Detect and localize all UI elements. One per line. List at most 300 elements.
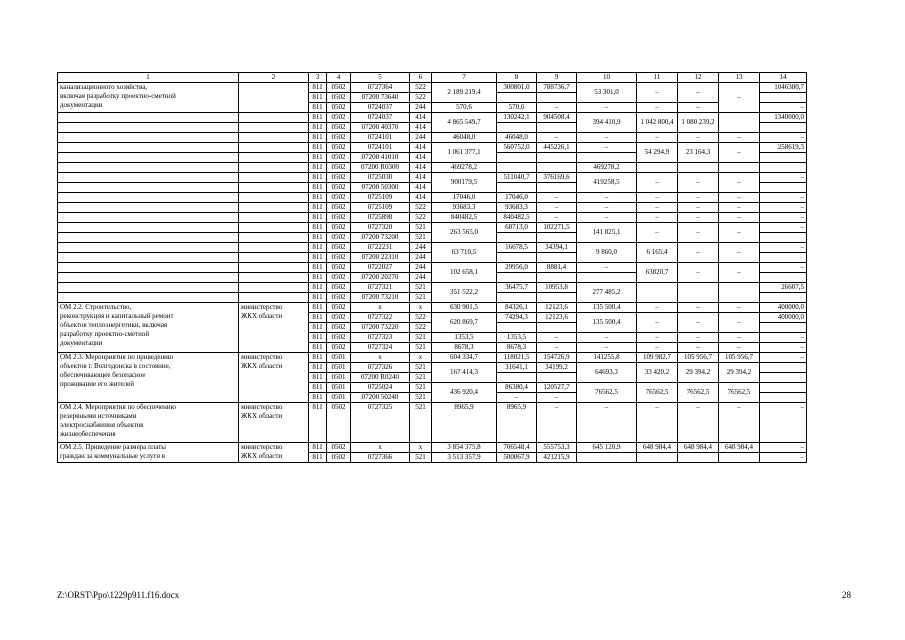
year-2017-cell: –	[637, 333, 678, 343]
table-header-row	[58, 73, 807, 83]
vr-cell: 521	[410, 343, 432, 353]
year-2015-cell: –	[537, 193, 577, 203]
year-2015-cell: 421215,9	[537, 453, 577, 463]
csr-cell: 07200 73220	[351, 323, 410, 333]
program-name-cell	[58, 213, 239, 223]
year-2020-cell: –	[760, 443, 807, 453]
program-name-cell	[58, 253, 239, 263]
grbs-cell: 811	[309, 363, 327, 373]
responsible-cell	[239, 213, 309, 223]
grbs-cell: 811	[309, 353, 327, 363]
table-row	[58, 303, 807, 313]
year-2014-cell: 46048,0	[497, 133, 537, 143]
responsible-cell	[239, 223, 309, 233]
rzpr-cell: 0502	[327, 443, 351, 453]
rzpr-cell: 0502	[327, 243, 351, 253]
year-2018-cell: 105 956,7	[678, 353, 719, 363]
year-2020-cell	[760, 393, 807, 403]
rzpr-cell: 0502	[327, 123, 351, 133]
csr-cell: 0724037	[351, 103, 410, 113]
year-2015-cell: 445226,1	[537, 143, 577, 153]
year-2020-cell: –	[760, 193, 807, 203]
year-2017-cell: 76562,5	[637, 383, 678, 403]
year-2014-cell	[497, 373, 537, 383]
csr-cell: 07200 41010	[351, 153, 410, 163]
responsible-cell	[239, 233, 309, 243]
year-2016-cell	[577, 273, 637, 283]
total-cell: 4 865 549,7	[432, 113, 497, 133]
year-2015-cell: 102271,5	[537, 223, 577, 233]
rzpr-cell: 0502	[327, 303, 351, 313]
year-2017-cell: 109 982,7	[637, 353, 678, 363]
grbs-cell: 811	[309, 103, 327, 113]
year-2014-cell: 74294,3	[497, 313, 537, 323]
year-2020-cell: –	[760, 133, 807, 143]
year-2015-cell	[537, 323, 577, 333]
total-cell: 263 565,0	[432, 223, 497, 243]
table-row	[58, 283, 807, 293]
responsible-cell: министерство ЖКХ области	[239, 353, 309, 403]
grbs-cell: 811	[309, 93, 327, 103]
year-2014-cell	[497, 153, 537, 163]
vr-cell: 521	[410, 373, 432, 383]
rzpr-cell: 0502	[327, 263, 351, 273]
year-2018-cell: –	[678, 83, 719, 103]
year-2016-cell: 141255,8	[577, 353, 637, 363]
grbs-cell: 811	[309, 143, 327, 153]
year-2019-cell: 29 394,2	[719, 363, 760, 383]
year-2019-cell: –	[719, 403, 760, 443]
vr-cell: 244	[410, 103, 432, 113]
year-2019-cell: –	[719, 213, 760, 223]
year-2020-cell	[760, 123, 807, 133]
responsible-cell: министерство ЖКХ области	[239, 443, 309, 463]
total-cell: 3 854 375,8	[432, 443, 497, 453]
year-2014-cell: 93683,3	[497, 203, 537, 213]
vr-cell: 521	[410, 453, 432, 463]
year-2018-cell: –	[678, 223, 719, 243]
csr-cell: 0725030	[351, 173, 410, 183]
year-2015-cell	[537, 273, 577, 283]
rzpr-cell: 0502	[327, 333, 351, 343]
year-2018-cell: –	[678, 173, 719, 193]
csr-cell: 07200 73200	[351, 233, 410, 243]
table-row	[58, 133, 807, 143]
vr-cell: 522	[410, 213, 432, 223]
grbs-cell: 811	[309, 283, 327, 293]
year-2016-cell: 277 485,2	[577, 283, 637, 303]
year-2015-cell: 788736,7	[537, 83, 577, 93]
year-2018-cell: –	[678, 313, 719, 333]
grbs-cell: 811	[309, 233, 327, 243]
csr-cell: 07200 R0240	[351, 373, 410, 383]
vr-cell: 414	[410, 183, 432, 193]
year-2016-cell: 645 120,9	[577, 443, 637, 453]
year-2020-cell: –	[760, 353, 807, 363]
year-2015-cell: 120527,7	[537, 383, 577, 393]
csr-cell: 0725109	[351, 203, 410, 213]
rzpr-cell: 0502	[327, 83, 351, 93]
grbs-cell: 811	[309, 133, 327, 143]
total-cell: 46048,0	[432, 133, 497, 143]
responsible-cell: министерство ЖКХ области	[239, 303, 309, 353]
year-2020-cell: 258619,3	[760, 143, 807, 153]
rzpr-cell: 0502	[327, 163, 351, 173]
rzpr-cell: 0502	[327, 453, 351, 463]
table-row	[58, 203, 807, 213]
rzpr-cell: 0502	[327, 133, 351, 143]
year-2020-cell	[760, 273, 807, 283]
year-2016-cell: 394 410,9	[577, 113, 637, 133]
year-2018-cell: 76562,5	[678, 383, 719, 403]
responsible-cell	[239, 173, 309, 183]
year-2019-cell	[719, 163, 760, 173]
year-2014-cell: 36475,7	[497, 283, 537, 293]
year-2015-cell	[537, 253, 577, 263]
year-2016-cell: 135 500,4	[577, 313, 637, 333]
year-2017-cell: –	[637, 303, 678, 313]
rzpr-cell: 0502	[327, 403, 351, 443]
year-2014-cell	[497, 163, 537, 173]
year-2014-cell: 511040,7	[497, 173, 537, 183]
year-2016-cell: –	[577, 133, 637, 143]
vr-cell: 244	[410, 273, 432, 283]
year-2020-cell: –	[760, 223, 807, 233]
year-2019-cell: 76562,5	[719, 383, 760, 403]
year-2019-cell: –	[719, 223, 760, 243]
total-cell: 840482,5	[432, 213, 497, 223]
program-name-cell	[58, 263, 239, 273]
year-2020-cell: –	[760, 203, 807, 213]
responsible-cell	[239, 273, 309, 283]
total-cell: 63 710,5	[432, 243, 497, 263]
vr-cell: х	[410, 443, 432, 453]
csr-cell: 07200 22310	[351, 253, 410, 263]
budget-table	[57, 72, 807, 463]
year-2016-cell: 141 825,1	[577, 223, 637, 243]
year-2019-cell	[719, 453, 760, 463]
year-2015-cell: 904508,4	[537, 113, 577, 123]
total-cell: 2 189 219,4	[432, 83, 497, 103]
vr-cell: х	[410, 303, 432, 313]
responsible-cell	[239, 283, 309, 293]
year-2017-cell: –	[637, 173, 678, 193]
year-2018-cell: –	[678, 243, 719, 263]
year-2015-cell: –	[537, 343, 577, 353]
header-cell-13: 13	[719, 73, 760, 83]
program-name-cell	[58, 293, 239, 303]
footer-file-path: Z:\ORST\Ppo\1229p911.f16.docx	[57, 590, 180, 600]
csr-cell: 0722027	[351, 263, 410, 273]
rzpr-cell: 0501	[327, 353, 351, 363]
vr-cell: 522	[410, 83, 432, 93]
year-2016-cell: –	[577, 333, 637, 343]
year-2018-cell	[678, 453, 719, 463]
header-cell-1: 1	[58, 73, 239, 83]
year-2015-cell: –	[537, 333, 577, 343]
rzpr-cell: 0502	[327, 343, 351, 353]
year-2020-cell: –	[760, 453, 807, 463]
program-name-cell	[58, 143, 239, 153]
year-2020-cell	[760, 163, 807, 173]
year-2014-cell: 118021,5	[497, 353, 537, 363]
year-2015-cell	[537, 233, 577, 243]
vr-cell: 521	[410, 383, 432, 393]
rzpr-cell: 0502	[327, 293, 351, 303]
year-2019-cell: –	[719, 313, 760, 333]
year-2015-cell	[537, 123, 577, 133]
csr-cell: 0727321	[351, 283, 410, 293]
grbs-cell: 811	[309, 243, 327, 253]
table-row	[58, 353, 807, 363]
table-row	[58, 443, 807, 453]
header-cell-7: 7	[432, 73, 497, 83]
year-2018-cell	[678, 163, 719, 173]
vr-cell: 521	[410, 283, 432, 293]
grbs-cell: 811	[309, 253, 327, 263]
program-name-cell	[58, 223, 239, 233]
header-cell-8: 8	[497, 73, 537, 83]
year-2015-cell: –	[537, 403, 577, 443]
rzpr-cell: 0502	[327, 193, 351, 203]
year-2020-cell: 400000,0	[760, 313, 807, 323]
responsible-cell	[239, 293, 309, 303]
year-2015-cell: 12123,6	[537, 313, 577, 323]
year-2018-cell: –	[678, 303, 719, 313]
year-2019-cell	[719, 283, 760, 303]
grbs-cell: 811	[309, 123, 327, 133]
csr-cell: 0727320	[351, 223, 410, 233]
csr-cell: х	[351, 443, 410, 453]
year-2020-cell	[760, 183, 807, 193]
year-2019-cell: 105 956,7	[719, 353, 760, 363]
program-name-cell	[58, 283, 239, 293]
year-2020-cell: –	[760, 173, 807, 183]
year-2017-cell	[637, 163, 678, 173]
rzpr-cell: 0502	[327, 253, 351, 263]
csr-cell: 07200 50300	[351, 183, 410, 193]
rzpr-cell: 0502	[327, 183, 351, 193]
csr-cell: 0724101	[351, 143, 410, 153]
year-2015-cell	[537, 153, 577, 163]
csr-cell: 07200 50240	[351, 393, 410, 403]
year-2017-cell: –	[637, 193, 678, 203]
grbs-cell: 811	[309, 293, 327, 303]
year-2020-cell: –	[760, 243, 807, 253]
total-cell: 620 869,7	[432, 313, 497, 333]
year-2014-cell: 706548,4	[497, 443, 537, 453]
year-2019-cell: –	[719, 343, 760, 353]
year-2020-cell	[760, 363, 807, 373]
grbs-cell: 811	[309, 193, 327, 203]
year-2014-cell: 29956,0	[497, 263, 537, 273]
vr-cell: 414	[410, 113, 432, 123]
year-2014-cell: 500067,9	[497, 453, 537, 463]
year-2016-cell: –	[577, 143, 637, 153]
grbs-cell: 811	[309, 273, 327, 283]
year-2017-cell: –	[637, 223, 678, 243]
year-2016-cell: –	[577, 213, 637, 223]
responsible-cell	[239, 143, 309, 153]
year-2017-cell: –	[637, 83, 678, 103]
csr-cell: 0725898	[351, 213, 410, 223]
grbs-cell: 811	[309, 313, 327, 323]
grbs-cell: 811	[309, 303, 327, 313]
grbs-cell: 811	[309, 383, 327, 393]
year-2018-cell: 29 394,2	[678, 363, 719, 383]
year-2015-cell: 10953,8	[537, 283, 577, 293]
vr-cell: 414	[410, 153, 432, 163]
responsible-cell	[239, 113, 309, 123]
grbs-cell: 811	[309, 213, 327, 223]
year-2015-cell: 34394,1	[537, 243, 577, 253]
year-2014-cell: –	[497, 393, 537, 403]
year-2016-cell: –	[577, 263, 637, 273]
total-cell: 93683,3	[432, 203, 497, 213]
rzpr-cell: 0501	[327, 393, 351, 403]
csr-cell: 07200 73210	[351, 293, 410, 303]
header-cell-4: 4	[327, 73, 351, 83]
year-2019-cell: 648 984,4	[719, 443, 760, 453]
vr-cell: 521	[410, 363, 432, 373]
year-2020-cell: 1340000,0	[760, 113, 807, 123]
year-2015-cell: –	[537, 133, 577, 143]
table-row	[58, 403, 807, 443]
header-cell-6: 6	[410, 73, 432, 83]
responsible-cell	[239, 193, 309, 203]
total-cell: 604 334,7	[432, 353, 497, 363]
year-2014-cell	[497, 293, 537, 303]
year-2014-cell: 840482,5	[497, 213, 537, 223]
year-2016-cell: 64693,3	[577, 363, 637, 383]
year-2020-cell	[760, 153, 807, 163]
csr-cell: 0727324	[351, 343, 410, 353]
total-cell: 8965,9	[432, 403, 497, 443]
year-2018-cell: –	[678, 133, 719, 143]
table-row	[58, 263, 807, 273]
year-2016-cell: –	[577, 193, 637, 203]
year-2014-cell	[497, 93, 537, 103]
responsible-cell	[239, 253, 309, 263]
total-cell: 3 513 357,9	[432, 453, 497, 463]
rzpr-cell: 0501	[327, 383, 351, 393]
program-name-cell	[58, 113, 239, 123]
year-2015-cell: 34199,2	[537, 363, 577, 373]
vr-cell: 521	[410, 393, 432, 403]
year-2019-cell	[719, 113, 760, 133]
csr-cell: 0727323	[351, 333, 410, 343]
grbs-cell: 811	[309, 333, 327, 343]
year-2014-cell: 300801,0	[497, 83, 537, 93]
year-2020-cell	[760, 323, 807, 333]
year-2014-cell: 16678,5	[497, 243, 537, 253]
year-2016-cell: 76562,5	[577, 383, 637, 403]
year-2019-cell: –	[719, 333, 760, 343]
vr-cell: 522	[410, 313, 432, 323]
grbs-cell: 811	[309, 173, 327, 183]
program-name-cell: канализационного хозяйства, включая разработку проектно-сметной документации	[58, 83, 239, 113]
header-cell-9: 9	[537, 73, 577, 83]
year-2017-cell: –	[637, 213, 678, 223]
grbs-cell: 811	[309, 163, 327, 173]
year-2014-cell: 560752,0	[497, 143, 537, 153]
year-2019-cell: –	[719, 203, 760, 213]
vr-cell: 521	[410, 223, 432, 233]
csr-cell: 0724101	[351, 133, 410, 143]
header-cell-3: 3	[309, 73, 327, 83]
responsible-cell: министерство ЖКХ области	[239, 403, 309, 443]
year-2016-cell: 469278,2	[577, 163, 637, 173]
rzpr-cell: 0502	[327, 93, 351, 103]
vr-cell: 414	[410, 173, 432, 183]
total-cell: 1 061 377,1	[432, 143, 497, 163]
vr-cell: 522	[410, 93, 432, 103]
year-2017-cell: –	[637, 313, 678, 333]
csr-cell: х	[351, 303, 410, 313]
year-2014-cell: 570,6	[497, 103, 537, 113]
responsible-cell	[239, 153, 309, 163]
grbs-cell: 811	[309, 393, 327, 403]
grbs-cell: 811	[309, 83, 327, 93]
year-2015-cell: 12123,6	[537, 303, 577, 313]
header-cell-2: 2	[239, 73, 309, 83]
csr-cell: 0727364	[351, 83, 410, 93]
csr-cell: 0727325	[351, 403, 410, 443]
grbs-cell: 811	[309, 343, 327, 353]
year-2019-cell: –	[719, 83, 760, 113]
year-2020-cell: –	[760, 333, 807, 343]
year-2020-cell: –	[760, 263, 807, 273]
program-name-cell	[58, 193, 239, 203]
year-2020-cell	[760, 93, 807, 103]
page-number: 28	[842, 590, 851, 600]
year-2014-cell	[497, 323, 537, 333]
total-cell: 351 522,2	[432, 283, 497, 303]
year-2018-cell: –	[678, 263, 719, 283]
total-cell: 8678,3	[432, 343, 497, 353]
grbs-cell: 811	[309, 453, 327, 463]
rzpr-cell: 0502	[327, 213, 351, 223]
year-2020-cell: 1046380,7	[760, 83, 807, 93]
year-2018-cell: –	[678, 343, 719, 353]
header-cell-10: 10	[577, 73, 637, 83]
grbs-cell: 811	[309, 203, 327, 213]
responsible-cell	[239, 203, 309, 213]
year-2017-cell: –	[637, 203, 678, 213]
year-2015-cell: 376169,6	[537, 173, 577, 183]
csr-cell: 0725109	[351, 193, 410, 203]
rzpr-cell: 0501	[327, 363, 351, 373]
csr-cell: 07200 73640	[351, 93, 410, 103]
year-2018-cell: –	[678, 103, 719, 113]
csr-cell: 07200 20270	[351, 273, 410, 283]
year-2018-cell: 23 164,3	[678, 143, 719, 163]
program-name-cell: ОМ 2.5. Приведение размера платы граждан за коммунальные услуги в	[58, 443, 239, 463]
rzpr-cell: 0502	[327, 323, 351, 333]
header-cell-5: 5	[351, 73, 410, 83]
header-cell-12: 12	[678, 73, 719, 83]
vr-cell: 414	[410, 163, 432, 173]
program-name-cell	[58, 173, 239, 183]
year-2015-cell: –	[537, 213, 577, 223]
year-2019-cell: –	[719, 133, 760, 143]
year-2018-cell: –	[678, 333, 719, 343]
rzpr-cell: 0502	[327, 203, 351, 213]
year-2017-cell: 63820,7	[637, 263, 678, 283]
vr-cell: 244	[410, 133, 432, 143]
vr-cell: 521	[410, 403, 432, 443]
year-2016-cell: –	[577, 403, 637, 443]
